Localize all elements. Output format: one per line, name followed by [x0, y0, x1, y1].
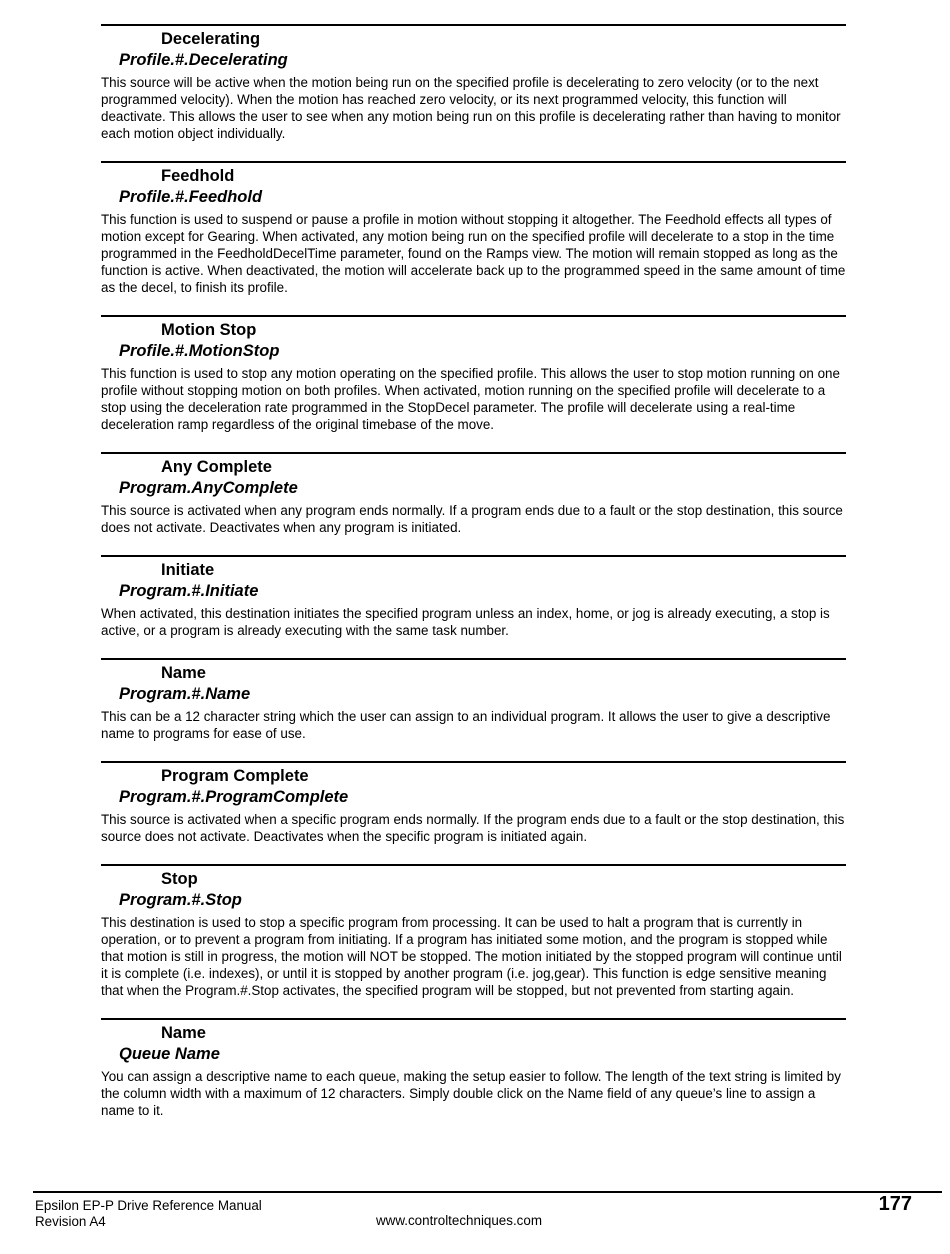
entry-title: Motion Stop: [161, 321, 257, 339]
entry-title: Name: [161, 664, 206, 682]
entry-program-stop: [101, 864, 846, 1018]
entry-parameter-name: Queue Name: [119, 1045, 220, 1063]
entry-motion-stop: [101, 315, 846, 452]
entry-parameter-name: Program.AnyComplete: [119, 479, 298, 497]
entry-title: Initiate: [161, 561, 215, 579]
entry-parameter-name: Program.#.Stop: [119, 891, 242, 909]
entry-title: Feedhold: [161, 167, 235, 185]
entry-description: This function is used to suspend or pause a profile in motion without stopping it altogether. The Feedhold effects all types of motion except for Gearing. When activated, any motion being run on the specified profile will decelerate to a stop in the time programmed in the FeedholdDecelTime parameter, found on the Ramps view. The motion will remain stopped as long as the function is active. When deactivated, the motion will accelerate back up to the programmed speed in the same amount of time as the decel, to finish its profile.: [101, 212, 846, 295]
entry-parameter-name: Program.#.Name: [119, 685, 251, 703]
manual-title: Epsilon EP-P Drive Reference Manual: [35, 1198, 262, 1213]
entry-decelerating: [101, 24, 846, 161]
entry-description: This source is activated when any program ends normally. If a program ends due to a fault or the stop destination, this source does not activate. Deactivates when any program is initiated.: [101, 503, 843, 535]
page-number: 177: [878, 1193, 912, 1215]
entry-description: You can assign a descriptive name to each queue, making the setup easier to follow. The length of the text string is limited by the column width with a maximum of 12 characters. Simply double click on the Name field of any queue’s line to assign a name to it.: [101, 1069, 841, 1118]
entry-parameter-name: Profile.#.Decelerating: [119, 51, 288, 69]
entry-parameter-name: Program.#.ProgramComplete: [119, 788, 349, 806]
entry-description: When activated, this destination initiates the specified program unless an index, home, or jog is already executing, a stop is active, or a program is already executing with the same task number.: [101, 606, 830, 638]
revision-label: Revision A4: [35, 1214, 106, 1229]
page-footer: [0, 1191, 950, 1254]
entry-program-complete: [101, 761, 846, 864]
entry-description: This can be a 12 character string which the user can assign to an individual program. It allows the user to give a descriptive name to programs for ease of use.: [101, 709, 831, 741]
entry-description: This destination is used to stop a specific program from processing. It can be used to halt a program that is currently in operation, or to prevent a program from initiating. If a program has initiated some motion, and the program is stopped while that motion is still in progress, the motion will NOT be stopped. The motion initiated by the stopped program will continue until it is complete (i.e. indexes), or until it is stopped by another program (i.e. jog,gear). This function is edge sensitive meaning that when the Program.#.Stop activates, the specified program will be stopped, but not prevented from starting again.: [101, 915, 842, 998]
entry-title: Stop: [161, 870, 198, 888]
entry-any-complete: [101, 452, 846, 555]
entry-title: Name: [161, 1024, 206, 1042]
entry-description: This function is used to stop any motion operating on the specified profile. This allows the user to stop motion running on one profile without stopping motion on both profiles. When activated, motion running on the specified profile will decelerate to a stop using the deceleration rate programmed in the StopDecel parameter. The profile will decelerate using a real-time deceleration ramp regardless of the original timebase of the move.: [101, 366, 840, 432]
entry-title: Any Complete: [161, 458, 272, 476]
entry-feedhold: [101, 161, 846, 315]
entry-title: Program Complete: [161, 767, 309, 785]
entry-description: This source is activated when a specific program ends normally. If the program ends due to a fault or the stop destination, this source does not activate. Deactivates when the specific program is initiated again.: [101, 812, 845, 844]
entry-title: Decelerating: [161, 30, 261, 48]
entry-program-name: [101, 658, 846, 761]
entry-parameter-name: Profile.#.MotionStop: [119, 342, 280, 360]
footer-divider: [33, 1191, 942, 1193]
website-url: www.controltechniques.com: [376, 1213, 542, 1228]
entry-parameter-name: Profile.#.Feedhold: [119, 188, 263, 206]
parameter-list: [101, 24, 846, 1133]
entry-queue-name: [101, 1018, 846, 1133]
entry-description: This source will be active when the motion being run on the specified profile is decelerating to zero velocity (or to the next programmed velocity). When the motion has reached zero velocity, or its next programmed velocity, this function will deactivate. This allows the user to see when any motion being run on this profile is decelerating rather than having to monitor each motion object individually.: [101, 75, 841, 141]
entry-initiate: [101, 555, 846, 658]
entry-parameter-name: Program.#.Initiate: [119, 582, 259, 600]
